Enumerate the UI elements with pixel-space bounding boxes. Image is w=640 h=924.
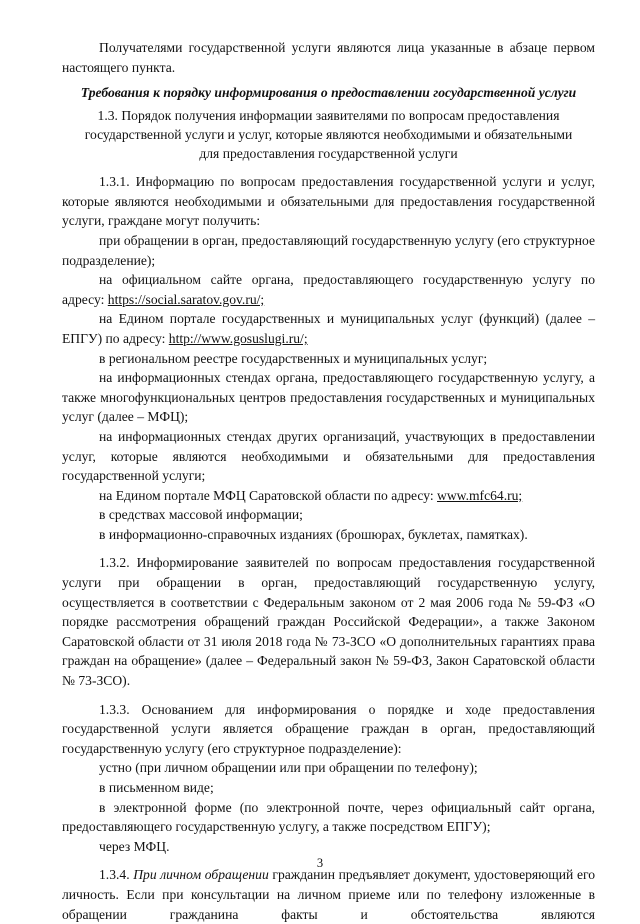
paragraph-1-3-3: 1.3.3. Основанием для информирования о порядке и ходе предоставления государственной услуги является обращение граждан в орган, предоставляющий государственную услугу (его структурное подразделение): (62, 701, 595, 756)
paragraph-1-3-1: 1.3.1. Информацию по вопросам предоставления государственной услуги и услуг, которые являются необходимыми и обязательными для предоставления государственной услуги, граждане могут получить: (62, 174, 595, 229)
subheading-1-3: 1.3. Порядок получения информации заявителями по вопросам предоставления государственной услуги и услуг, которые являются необходимыми и обязательными для предоставления государственной услуги (84, 108, 573, 162)
paragraph-1-3-2: 1.3.2. Информирование заявителей по вопросам предоставления государственной услуги при обращении в орган, предоставляющий государственную услугу, осуществляется в соответствии с Федеральным законом от 2 мая 2006 года № 59-ФЗ «О порядке рассмотрения обращений граждан Российской Федерации», а также Законом Саратовской области от 31 июля 2018 года № 73-ЗСО «О дополнительных гарантиях права граждан на обращение» (далее – Федеральный закон № 59-ФЗ, Закон Саратовской области № 73-ЗСО). (62, 555, 595, 689)
list-item-publications: в информационно-справочных изданиях (брошюрах, буклетах, памятках). (99, 526, 528, 542)
epgu-text: на Едином портале государственных и муниципальных услуг (функций) (далее – ЕПГУ) по адресу: (62, 311, 595, 346)
list-item-registry: в региональном реестре государственных и муниципальных услуг; (99, 350, 488, 366)
section-heading: Требования к порядку информирования о предоставлении государственной услуги (80, 85, 577, 101)
official-site-link[interactable]: https://social.saratov.gov.ru/; (107, 291, 265, 307)
mfc-portal-text: на Едином портале МФЦ Саратовской области по адресу: (99, 487, 438, 503)
list-item-organ: при обращении в орган, предоставляющий государственную услугу (его структурное подразделение); (62, 232, 595, 268)
document-page (62, 38, 595, 924)
paragraph-1-3-4-number: 1.3.4. (99, 867, 134, 883)
list-item-mfc: через МФЦ. (99, 838, 170, 854)
list-item-media: в средствах массовой информации; (99, 507, 303, 523)
list-item-official-site (62, 270, 595, 309)
paragraph-1-3-4-text: гражданин предъявляет документ, удостоверяющий его личность. Если при консультации на личном приеме или по телефону изложенные в обращении гражданина факты и обстоятельства являются (62, 867, 596, 922)
list-item-epgu (62, 309, 595, 348)
list-item-mfc-portal (62, 486, 595, 506)
list-item-stands-other: на информационных стендах других организаций, участвующих в предоставлении услуг, которые являются необходимыми и обязательными для предоставления государственной услуги; (62, 428, 595, 484)
intro-paragraph: Получателями государственной услуги являются лица указанные в абзаце первом настоящего пункта. (62, 40, 595, 75)
list-item-written: в письменном виде; (99, 780, 214, 795)
paragraph-1-3-4 (62, 865, 595, 924)
list-item-electronic: в электронной форме (по электронной почте, через официальный сайт органа, предоставляющего государственную услугу, а также посредством ЕПГУ); (62, 799, 595, 835)
list-item-stands-organ: на информационных стендах органа, предоставляющего государственную услугу, а также многофункциональных центров предоставления государственных и муниципальных услуг (далее – МФЦ); (62, 370, 595, 425)
list-item-oral: устно (при личном обращении или при обращении по телефону); (99, 760, 478, 776)
epgu-link[interactable]: http://www.gosuslugi.ru/; (168, 330, 308, 346)
page-number: 3 (316, 856, 324, 870)
official-site-text: на официальном сайте органа, предоставляющего государственную услугу по адресу: (62, 272, 595, 307)
mfc-portal-link[interactable]: www.mfc64.ru; (437, 487, 523, 503)
paragraph-1-3-4-italic: При личном обращении (133, 867, 269, 883)
